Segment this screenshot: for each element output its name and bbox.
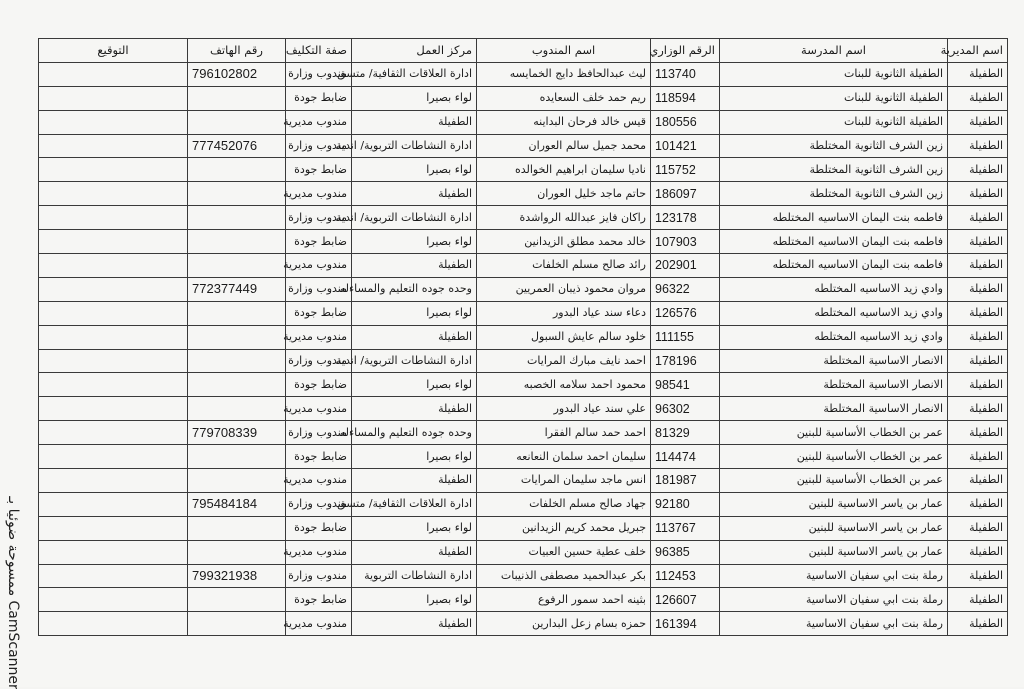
cell-ministry-number: 113740 xyxy=(651,62,720,86)
cell-ministry-number: 178196 xyxy=(651,349,720,373)
cell-role: مندوب وزارة xyxy=(286,564,352,588)
cell-school: وادي زيد الاساسيه المختلطه xyxy=(720,325,948,349)
cell-school: الانصار الاساسية المختلطة xyxy=(720,373,948,397)
table-row xyxy=(39,445,1008,469)
cell-role: مندوب وزارة xyxy=(286,206,352,230)
table-row xyxy=(39,612,1008,636)
cell-signature xyxy=(39,158,188,182)
cell-directorate: الطفيلة xyxy=(948,564,1008,588)
cell-school: فاطمه بنت اليمان الاساسيه المختلطه xyxy=(720,206,948,230)
cell-delegate: ريم حمد خلف السعايده xyxy=(477,86,651,110)
cell-phone xyxy=(188,182,286,206)
cell-role: ضابط جودة xyxy=(286,588,352,612)
camscanner-watermark xyxy=(0,495,28,689)
header-signature: التوقيع xyxy=(39,39,188,63)
cell-directorate: الطفيلة xyxy=(948,373,1008,397)
cell-delegate: حمزه بسام زعل البدارين xyxy=(477,612,651,636)
cell-role: مندوب مديرية xyxy=(286,254,352,278)
cell-delegate: قيس خالد فرحان البداينه xyxy=(477,110,651,134)
cell-phone xyxy=(188,445,286,469)
cell-ministry-number: 81329 xyxy=(651,421,720,445)
cell-ministry-number: 123178 xyxy=(651,206,720,230)
cell-school: زين الشرف الثانوية المختلطة xyxy=(720,182,948,206)
cell-phone: 772377449 xyxy=(188,277,286,301)
cell-work-center: لواء بصيرا xyxy=(352,373,477,397)
cell-signature xyxy=(39,230,188,254)
cell-phone xyxy=(188,254,286,278)
table-row xyxy=(39,564,1008,588)
cell-school: الطفيلة الثانوية للبنات xyxy=(720,86,948,110)
cell-signature xyxy=(39,373,188,397)
cell-ministry-number: 111155 xyxy=(651,325,720,349)
cell-work-center: الطفيلة xyxy=(352,254,477,278)
cell-school: الانصار الاساسية المختلطة xyxy=(720,349,948,373)
header-school: اسم المدرسة xyxy=(720,39,948,63)
table-row xyxy=(39,62,1008,86)
cell-delegate: حاتم ماجد خليل العوران xyxy=(477,182,651,206)
cell-directorate: الطفيلة xyxy=(948,230,1008,254)
cell-directorate: الطفيلة xyxy=(948,540,1008,564)
cell-work-center: ادارة النشاطات التربوية/ اندية xyxy=(352,349,477,373)
cell-school: وادي زيد الاساسيه المختلطه xyxy=(720,301,948,325)
cell-directorate: الطفيلة xyxy=(948,86,1008,110)
cell-directorate: الطفيلة xyxy=(948,588,1008,612)
header-directorate: اسم المديرية xyxy=(948,39,1008,63)
cell-work-center: ادارة النشاطات التربوية/ اندية xyxy=(352,206,477,230)
cell-school: عمر بن الخطاب الأساسية للبنين xyxy=(720,421,948,445)
cell-school: عمار بن ياسر الاساسية للبنين xyxy=(720,516,948,540)
table-row xyxy=(39,134,1008,158)
cell-work-center: ادارة العلاقات الثقافية/ متسق xyxy=(352,62,477,86)
cell-directorate: الطفيلة xyxy=(948,110,1008,134)
cell-phone: 796102802 xyxy=(188,62,286,86)
cell-role: مندوب وزارة xyxy=(286,62,352,86)
cell-phone xyxy=(188,349,286,373)
cell-work-center: لواء بصيرا xyxy=(352,230,477,254)
cell-work-center: لواء بصيرا xyxy=(352,588,477,612)
cell-signature xyxy=(39,397,188,421)
cell-signature xyxy=(39,86,188,110)
cell-phone xyxy=(188,516,286,540)
cell-ministry-number: 181987 xyxy=(651,469,720,493)
cell-work-center: الطفيلة xyxy=(352,540,477,564)
cell-work-center: وحده جوده التعليم والمساءله xyxy=(352,277,477,301)
cell-directorate: الطفيلة xyxy=(948,445,1008,469)
cell-work-center: لواء بصيرا xyxy=(352,86,477,110)
cell-role: ضابط جودة xyxy=(286,445,352,469)
cell-school: الانصار الاساسية المختلطة xyxy=(720,397,948,421)
cell-phone: 779708339 xyxy=(188,421,286,445)
cell-work-center: لواء بصيرا xyxy=(352,301,477,325)
cell-work-center: الطفيلة xyxy=(352,397,477,421)
cell-directorate: الطفيلة xyxy=(948,492,1008,516)
cell-role: مندوب مديرية xyxy=(286,612,352,636)
cell-signature xyxy=(39,516,188,540)
cell-ministry-number: 202901 xyxy=(651,254,720,278)
cell-signature xyxy=(39,540,188,564)
cell-ministry-number: 115752 xyxy=(651,158,720,182)
delegates-table xyxy=(38,38,1008,636)
cell-signature xyxy=(39,349,188,373)
cell-directorate: الطفيلة xyxy=(948,254,1008,278)
table-row xyxy=(39,540,1008,564)
cell-phone xyxy=(188,373,286,397)
cell-directorate: الطفيلة xyxy=(948,397,1008,421)
cell-role: ضابط جودة xyxy=(286,230,352,254)
cell-delegate: احمد حمد سالم الفقرا xyxy=(477,421,651,445)
cell-ministry-number: 126576 xyxy=(651,301,720,325)
table-row xyxy=(39,254,1008,278)
cell-delegate: خلود سالم عايش السبول xyxy=(477,325,651,349)
cell-school: فاطمه بنت اليمان الاساسيه المختلطه xyxy=(720,254,948,278)
cell-delegate: جهاد صالح مسلم الخلفات xyxy=(477,492,651,516)
cell-work-center: الطفيلة xyxy=(352,469,477,493)
table-row xyxy=(39,158,1008,182)
cell-ministry-number: 126607 xyxy=(651,588,720,612)
cell-signature xyxy=(39,254,188,278)
cell-school: رملة بنت ابي سفيان الاساسية xyxy=(720,588,948,612)
cell-school: عمر بن الخطاب الأساسية للبنين xyxy=(720,445,948,469)
cell-ministry-number: 186097 xyxy=(651,182,720,206)
watermark-text: ممسوحة ضوئيا بـ CamScanner xyxy=(5,495,21,689)
cell-directorate: الطفيلة xyxy=(948,301,1008,325)
cell-ministry-number: 92180 xyxy=(651,492,720,516)
cell-phone xyxy=(188,612,286,636)
cell-delegate: محمد جميل سالم العوران xyxy=(477,134,651,158)
cell-phone: 795484184 xyxy=(188,492,286,516)
cell-directorate: الطفيلة xyxy=(948,325,1008,349)
cell-ministry-number: 180556 xyxy=(651,110,720,134)
cell-role: ضابط جودة xyxy=(286,373,352,397)
cell-directorate: الطفيلة xyxy=(948,612,1008,636)
cell-role: مندوب وزارة xyxy=(286,349,352,373)
header-delegate: اسم المندوب xyxy=(477,39,651,63)
cell-delegate: انس ماجد سليمان المرايات xyxy=(477,469,651,493)
cell-work-center: ادارة النشاطات التربوية/ اندية xyxy=(352,134,477,158)
table-row xyxy=(39,516,1008,540)
table-row xyxy=(39,277,1008,301)
cell-school: رملة بنت ابي سفيان الاساسية xyxy=(720,612,948,636)
cell-delegate: مروان محمود ذيبان العمريين xyxy=(477,277,651,301)
cell-role: ضابط جودة xyxy=(286,158,352,182)
cell-work-center: الطفيلة xyxy=(352,182,477,206)
cell-role: مندوب وزارة xyxy=(286,277,352,301)
cell-signature xyxy=(39,612,188,636)
header-work-center: مركز العمل xyxy=(352,39,477,63)
cell-directorate: الطفيلة xyxy=(948,134,1008,158)
cell-signature xyxy=(39,182,188,206)
cell-phone xyxy=(188,469,286,493)
table-row xyxy=(39,373,1008,397)
cell-school: الطفيلة الثانوية للبنات xyxy=(720,62,948,86)
cell-phone xyxy=(188,230,286,254)
cell-ministry-number: 161394 xyxy=(651,612,720,636)
cell-ministry-number: 113767 xyxy=(651,516,720,540)
cell-directorate: الطفيلة xyxy=(948,206,1008,230)
table-row xyxy=(39,230,1008,254)
table-row xyxy=(39,325,1008,349)
cell-delegate: ليث عبدالحافظ دايج الخمايسه xyxy=(477,62,651,86)
cell-phone xyxy=(188,206,286,230)
cell-phone xyxy=(188,86,286,110)
cell-phone: 777452076 xyxy=(188,134,286,158)
table-row xyxy=(39,301,1008,325)
cell-role: مندوب مديرية xyxy=(286,182,352,206)
table-row xyxy=(39,588,1008,612)
header-role: صفة التكليف xyxy=(286,39,352,63)
table-row xyxy=(39,421,1008,445)
cell-signature xyxy=(39,588,188,612)
cell-signature xyxy=(39,62,188,86)
table-row xyxy=(39,397,1008,421)
cell-delegate: علي سند عياد البدور xyxy=(477,397,651,421)
cell-signature xyxy=(39,492,188,516)
cell-phone xyxy=(188,325,286,349)
cell-delegate: خالد محمد مطلق الزيدانين xyxy=(477,230,651,254)
cell-role: مندوب مديرية xyxy=(286,325,352,349)
cell-role: مندوب مديرية xyxy=(286,110,352,134)
cell-delegate: رائد صالح مسلم الخلفات xyxy=(477,254,651,278)
cell-work-center: ادارة النشاطات التربوية xyxy=(352,564,477,588)
cell-delegate: بثينه احمد سمور الرفوع xyxy=(477,588,651,612)
cell-work-center: لواء بصيرا xyxy=(352,158,477,182)
cell-phone: 799321938 xyxy=(188,564,286,588)
cell-ministry-number: 118594 xyxy=(651,86,720,110)
cell-role: ضابط جودة xyxy=(286,86,352,110)
cell-delegate: جبريل محمد كريم الزيدانين xyxy=(477,516,651,540)
cell-phone xyxy=(188,110,286,134)
cell-school: رملة بنت ابي سفيان الاساسية xyxy=(720,564,948,588)
cell-school: الطفيلة الثانوية للبنات xyxy=(720,110,948,134)
cell-directorate: الطفيلة xyxy=(948,277,1008,301)
cell-work-center: لواء بصيرا xyxy=(352,516,477,540)
cell-ministry-number: 112453 xyxy=(651,564,720,588)
cell-directorate: الطفيلة xyxy=(948,516,1008,540)
cell-delegate: بكر عبدالحميد مصطفى الذنيبات xyxy=(477,564,651,588)
cell-directorate: الطفيلة xyxy=(948,421,1008,445)
cell-work-center: الطفيلة xyxy=(352,612,477,636)
cell-signature xyxy=(39,134,188,158)
cell-role: مندوب مديرية xyxy=(286,540,352,564)
cell-school: زين الشرف الثانوية المختلطة xyxy=(720,134,948,158)
table-row xyxy=(39,492,1008,516)
cell-ministry-number: 96302 xyxy=(651,397,720,421)
cell-signature xyxy=(39,564,188,588)
cell-phone xyxy=(188,301,286,325)
cell-signature xyxy=(39,421,188,445)
cell-school: زين الشرف الثانوية المختلطة xyxy=(720,158,948,182)
cell-phone xyxy=(188,540,286,564)
cell-phone xyxy=(188,588,286,612)
cell-signature xyxy=(39,325,188,349)
cell-signature xyxy=(39,301,188,325)
cell-school: عمار بن ياسر الاساسية للبنين xyxy=(720,492,948,516)
cell-school: عمار بن ياسر الاساسية للبنين xyxy=(720,540,948,564)
cell-phone xyxy=(188,158,286,182)
cell-directorate: الطفيلة xyxy=(948,349,1008,373)
table-row xyxy=(39,182,1008,206)
cell-ministry-number: 96322 xyxy=(651,277,720,301)
cell-directorate: الطفيلة xyxy=(948,182,1008,206)
table-row xyxy=(39,110,1008,134)
cell-work-center: ادارة العلاقات الثقافية/ متسق xyxy=(352,492,477,516)
cell-directorate: الطفيلة xyxy=(948,158,1008,182)
cell-delegate: راكان فايز عبدالله الرواشدة xyxy=(477,206,651,230)
header-phone: رقم الهاتف xyxy=(188,39,286,63)
cell-role: مندوب وزارة xyxy=(286,421,352,445)
cell-ministry-number: 101421 xyxy=(651,134,720,158)
cell-phone xyxy=(188,397,286,421)
cell-signature xyxy=(39,445,188,469)
cell-school: فاطمه بنت اليمان الاساسيه المختلطه xyxy=(720,230,948,254)
table-row xyxy=(39,349,1008,373)
header-row xyxy=(39,39,1008,63)
cell-directorate: الطفيلة xyxy=(948,469,1008,493)
table-row xyxy=(39,206,1008,230)
cell-role: ضابط جودة xyxy=(286,301,352,325)
cell-delegate: دعاء سند عياد البدور xyxy=(477,301,651,325)
cell-signature xyxy=(39,206,188,230)
cell-work-center: الطفيلة xyxy=(352,325,477,349)
cell-ministry-number: 114474 xyxy=(651,445,720,469)
cell-delegate: احمد نايف مبارك المرايات xyxy=(477,349,651,373)
cell-ministry-number: 98541 xyxy=(651,373,720,397)
cell-delegate: ناديا سليمان ابراهيم الخوالده xyxy=(477,158,651,182)
cell-role: مندوب مديرية xyxy=(286,397,352,421)
header-ministry-number: الرقم الوزاري xyxy=(651,39,720,63)
table-row xyxy=(39,469,1008,493)
cell-delegate: خلف عطية حسين العبيات xyxy=(477,540,651,564)
cell-delegate: سليمان احمد سلمان النعانعه xyxy=(477,445,651,469)
table-row xyxy=(39,86,1008,110)
cell-work-center: وحده جوده التعليم والمساءله xyxy=(352,421,477,445)
cell-signature xyxy=(39,277,188,301)
cell-directorate: الطفيلة xyxy=(948,62,1008,86)
cell-school: عمر بن الخطاب الأساسية للبنين xyxy=(720,469,948,493)
cell-work-center: لواء بصيرا xyxy=(352,445,477,469)
cell-school: وادي زيد الاساسيه المختلطه xyxy=(720,277,948,301)
cell-delegate: محمود احمد سلامه الخصبه xyxy=(477,373,651,397)
cell-signature xyxy=(39,110,188,134)
cell-role: ضابط جودة xyxy=(286,516,352,540)
cell-work-center: الطفيلة xyxy=(352,110,477,134)
cell-ministry-number: 96385 xyxy=(651,540,720,564)
cell-role: مندوب وزارة xyxy=(286,134,352,158)
cell-role: مندوب مديرية xyxy=(286,469,352,493)
cell-signature xyxy=(39,469,188,493)
cell-ministry-number: 107903 xyxy=(651,230,720,254)
cell-role: مندوب وزارة xyxy=(286,492,352,516)
